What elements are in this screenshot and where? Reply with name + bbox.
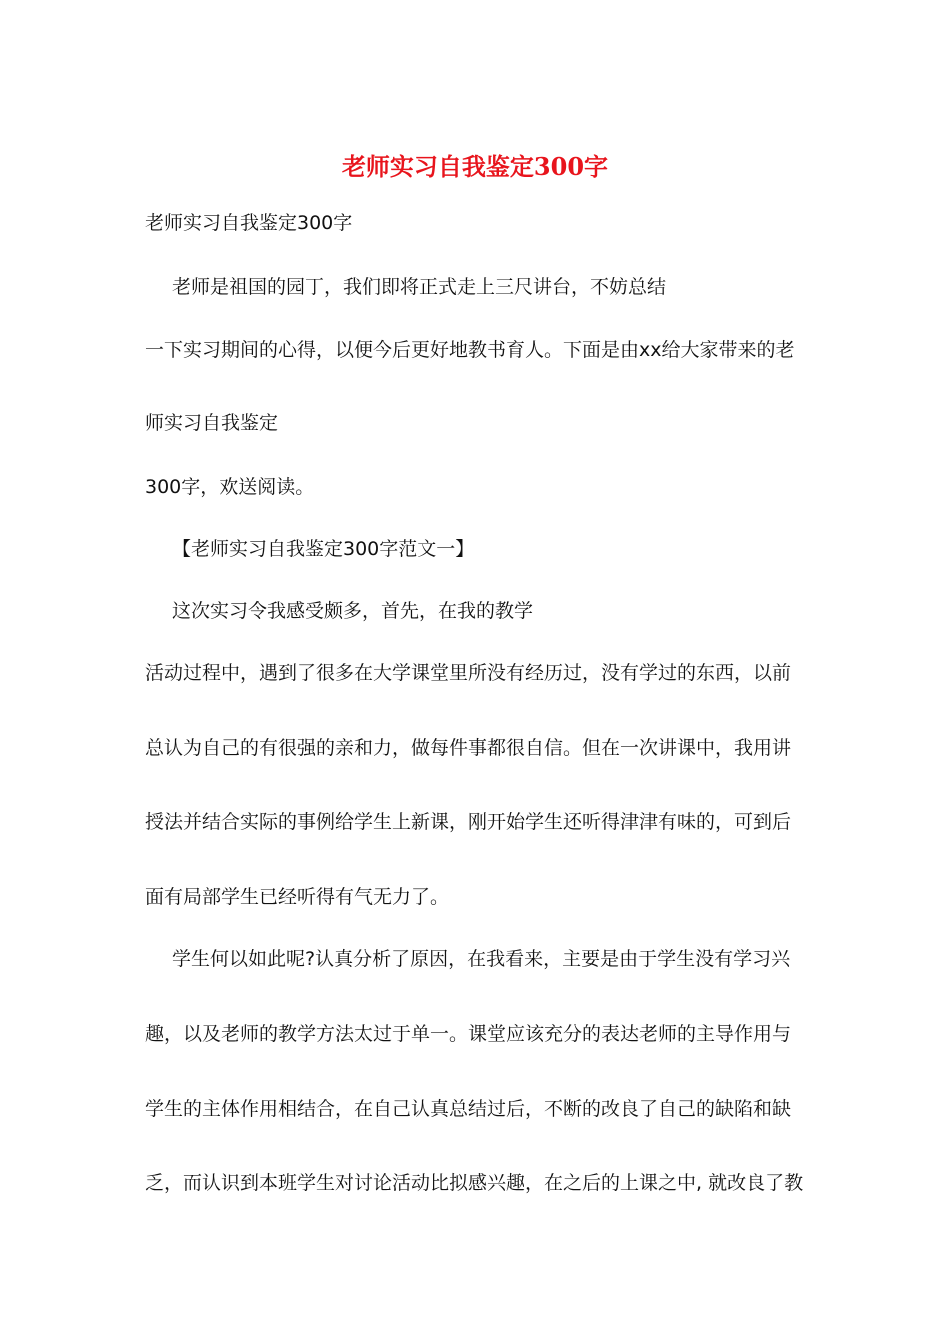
paragraph-line: 学生何以如此呢?认真分析了原因，在我看来，主要是由于学生没有学习兴 (172, 948, 791, 970)
paragraph-line: 这次实习令我感受颇多，首先，在我的教学 (172, 600, 534, 622)
subtitle-line: 老师实习自我鉴定300字 (145, 212, 353, 234)
paragraph-line: 授法并结合实际的事例给学生上新课，刚开始学生还听得津津有味的，可到后 (145, 811, 792, 833)
paragraph-line: 总认为自己的有很强的亲和力，做每件事都很自信。但在一次讲课中，我用讲 (145, 737, 792, 759)
paragraph-line: 老师是祖国的园丁，我们即将正式走上三尺讲台，不妨总结 (172, 276, 667, 298)
paragraph-line: 乏，而认识到本班学生对讨论活动比拟感兴趣，在之后的上课之中, 就改良了教 (145, 1172, 804, 1194)
document-title: 老师实习自我鉴定300字 (341, 152, 609, 181)
section-heading: 【老师实习自我鉴定300字范文一】 (172, 538, 475, 560)
paragraph-line: 面有局部学生已经听得有气无力了。 (145, 886, 450, 908)
paragraph-line: 一下实习期间的心得，以便今后更好地教书育人。下面是由xx给大家带来的老 (145, 339, 795, 361)
paragraph-line: 学生的主体作用相结合，在自己认真总结过后，不断的改良了自己的缺陷和缺 (145, 1098, 792, 1120)
paragraph-line: 师实习自我鉴定 (145, 412, 279, 434)
paragraph-line: 300字，欢送阅读。 (145, 476, 315, 498)
paragraph-line: 活动过程中，遇到了很多在大学课堂里所没有经历过，没有学过的东西，以前 (145, 662, 792, 684)
paragraph-line: 趣，以及老师的教学方法太过于单一。课堂应该充分的表达老师的主导作用与 (145, 1023, 792, 1045)
